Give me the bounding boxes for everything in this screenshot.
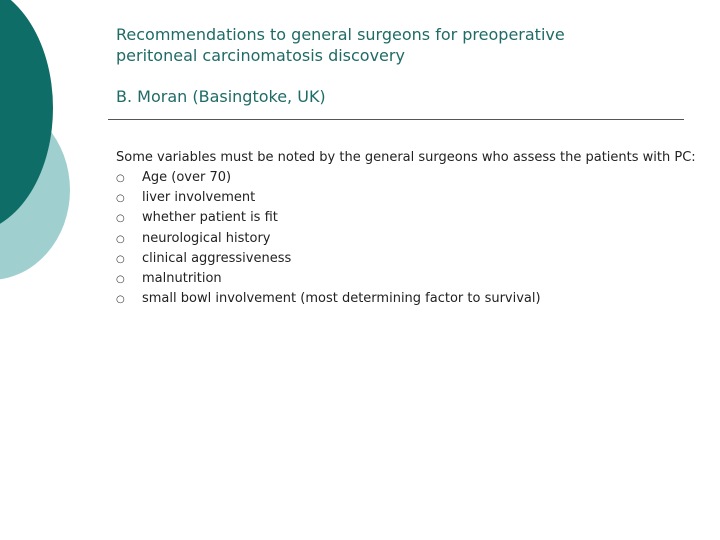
list-item [116, 208, 696, 228]
title-line-2: peritoneal carcinomatosis discovery [116, 46, 405, 65]
title-line-1: Recommendations to general surgeons for preoperative [116, 25, 565, 44]
variables-list [116, 168, 696, 309]
slide-body [116, 148, 696, 309]
circle-bullet-icon: ○ [116, 213, 125, 225]
list-item [116, 249, 696, 269]
list-item-text: whether patient is fit [142, 210, 278, 226]
circle-bullet-icon: ○ [116, 173, 125, 184]
decorative-teal-shapes [0, 0, 120, 300]
circle-bullet-icon: ○ [116, 233, 125, 245]
list-item [116, 168, 696, 188]
list-item [116, 269, 696, 289]
list-item-text: clinical aggressiveness [142, 250, 292, 266]
slide-subtitle: B. Moran (Basingtoke, UK) [116, 87, 326, 106]
list-item-text: malnutrition [142, 270, 222, 286]
slide-title [116, 24, 696, 66]
list-item [116, 229, 696, 249]
circle-bullet-icon: ○ [116, 193, 125, 205]
intro-text: Some variables must be noted by the general surgeons who assess the patients with PC: [116, 150, 696, 165]
list-item [116, 289, 696, 309]
circle-bullet-icon: ○ [116, 273, 125, 285]
list-item-text: Age (over 70) [142, 170, 232, 185]
list-item [116, 188, 696, 208]
circle-bullet-icon: ○ [116, 253, 125, 265]
circle-bullet-icon: ○ [116, 294, 125, 306]
list-item-text: liver involvement [142, 190, 256, 206]
list-item-text: neurological history [142, 230, 271, 246]
title-divider [108, 119, 684, 120]
list-item-text: small bowl involvement (most determining factor to survival) [142, 291, 541, 307]
